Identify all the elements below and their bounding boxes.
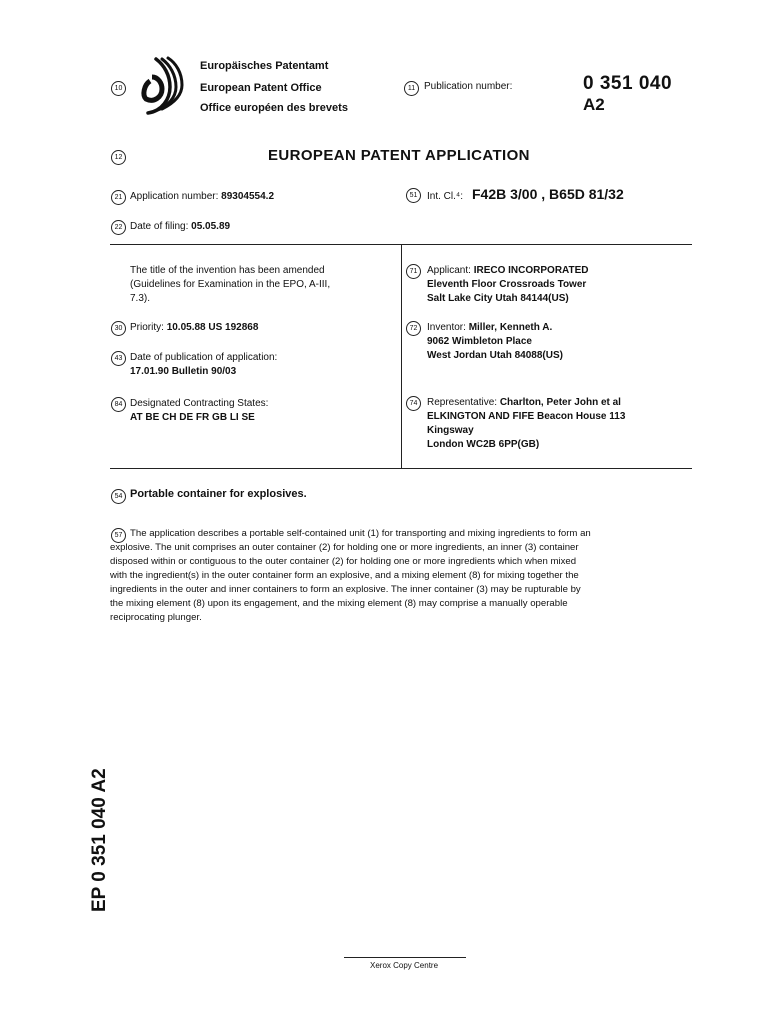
inventor [427, 321, 563, 363]
epo-logo [140, 55, 190, 121]
code-54: 54 [111, 489, 126, 504]
code-71: 71 [406, 264, 421, 279]
priority-value: 10.05.88 US 192868 [166, 322, 259, 333]
abstract-line: ingredients in the outer and inner containers to form an explosive. The inner container (3) may be rupturable by [110, 584, 581, 595]
code-57: 57 [111, 528, 126, 543]
application-number [130, 190, 274, 204]
column-divider [401, 244, 402, 468]
abstract-line: reciprocating plunger. [110, 612, 202, 623]
code-10: 10 [111, 81, 126, 96]
code-72: 72 [406, 321, 421, 336]
document-type-title: EUROPEAN PATENT APPLICATION [268, 147, 530, 164]
title-amendment-note [130, 264, 390, 306]
filing-date [130, 220, 230, 234]
abstract-line: explosive. The unit comprises an outer container (2) for holding one or more ingredients, an inner (3) container [110, 542, 579, 553]
kind-code: A2 [583, 95, 605, 114]
abstract-line: The application describes a portable self-contained unit (1) for transporting and mixing ingredients to form an [130, 528, 591, 539]
code-84: 84 [111, 397, 126, 412]
inventor-name: Miller, Kenneth A. [468, 322, 553, 333]
inventor-address-line: West Jordan Utah 84088(US) [427, 350, 563, 361]
applicant [427, 264, 589, 306]
designated-states-label: Designated Contracting States: [130, 398, 269, 409]
representative-label: Representative: [427, 397, 498, 408]
application-number-value: 89304554.2 [221, 191, 275, 202]
publication-number-label: Publication number: [424, 81, 513, 92]
int-cl-label: Int. Cl.⁴: [427, 191, 463, 202]
filing-date-value: 05.05.89 [191, 221, 231, 232]
code-30: 30 [111, 321, 126, 336]
code-22: 22 [111, 220, 126, 235]
code-21: 21 [111, 190, 126, 205]
publication-date [130, 351, 277, 379]
amendment-line: (Guidelines for Examination in the EPO, A-III, [130, 279, 331, 290]
amendment-line: The title of the invention has been amended [130, 265, 325, 276]
priority [130, 321, 258, 335]
representative-address-line: Kingsway [427, 425, 474, 436]
publication-number: 0 351 040 [583, 73, 673, 94]
representative [427, 396, 625, 452]
code-43: 43 [111, 351, 126, 366]
office-name-de: Europäisches Patentamt [200, 60, 329, 72]
code-74: 74 [406, 396, 421, 411]
footer-text: Xerox Copy Centre [370, 961, 439, 970]
abstract-line: disposed within or contiguous to the outer container (2) for holding one or more ingredients which when mixed [110, 556, 577, 567]
priority-label: Priority: [130, 322, 164, 333]
publication-date-value: 17.01.90 Bulletin 90/03 [130, 366, 237, 377]
side-publication-label: EP 0 351 040 A2 [89, 768, 110, 912]
representative-name: Charlton, Peter John et al [499, 397, 621, 408]
applicant-name: IRECO INCORPORATED [473, 265, 589, 276]
footer-rule [344, 957, 466, 958]
code-11: 11 [404, 81, 419, 96]
applicant-address-line: Salt Lake City Utah 84144(US) [427, 293, 569, 304]
abstract-line: the mixing element (8) upon its engagement, and the mixing element (8) may comprise a manually operable [110, 598, 568, 609]
office-name-en: European Patent Office [200, 82, 322, 94]
designated-states-value: AT BE CH DE FR GB LI SE [130, 412, 255, 423]
inventor-label: Inventor: [427, 322, 466, 333]
code-12: 12 [111, 150, 126, 165]
invention-title: Portable container for explosives. [130, 488, 307, 500]
bottom-divider [110, 468, 692, 469]
abstract-text [110, 527, 695, 625]
amendment-line: 7.3). [130, 293, 151, 304]
int-cl-value: F42B 3/00 , B65D 81/32 [472, 186, 624, 202]
designated-states [130, 397, 268, 425]
inventor-address-line: 9062 Wimbleton Place [427, 336, 532, 347]
code-51: 51 [406, 188, 421, 203]
applicant-address-line: Eleventh Floor Crossroads Tower [427, 279, 587, 290]
filing-date-label: Date of filing: [130, 221, 189, 232]
application-number-label: Application number: [130, 191, 219, 202]
abstract-line: with the ingredient(s) in the outer container form an explosive, and a mixing element (8) for mixing together the [110, 570, 579, 581]
applicant-label: Applicant: [427, 265, 471, 276]
office-name-fr: Office européen des brevets [200, 102, 348, 114]
representative-address-line: ELKINGTON AND FIFE Beacon House 113 [427, 411, 626, 422]
publication-date-label: Date of publication of application: [130, 352, 278, 363]
representative-address-line: London WC2B 6PP(GB) [427, 439, 540, 450]
